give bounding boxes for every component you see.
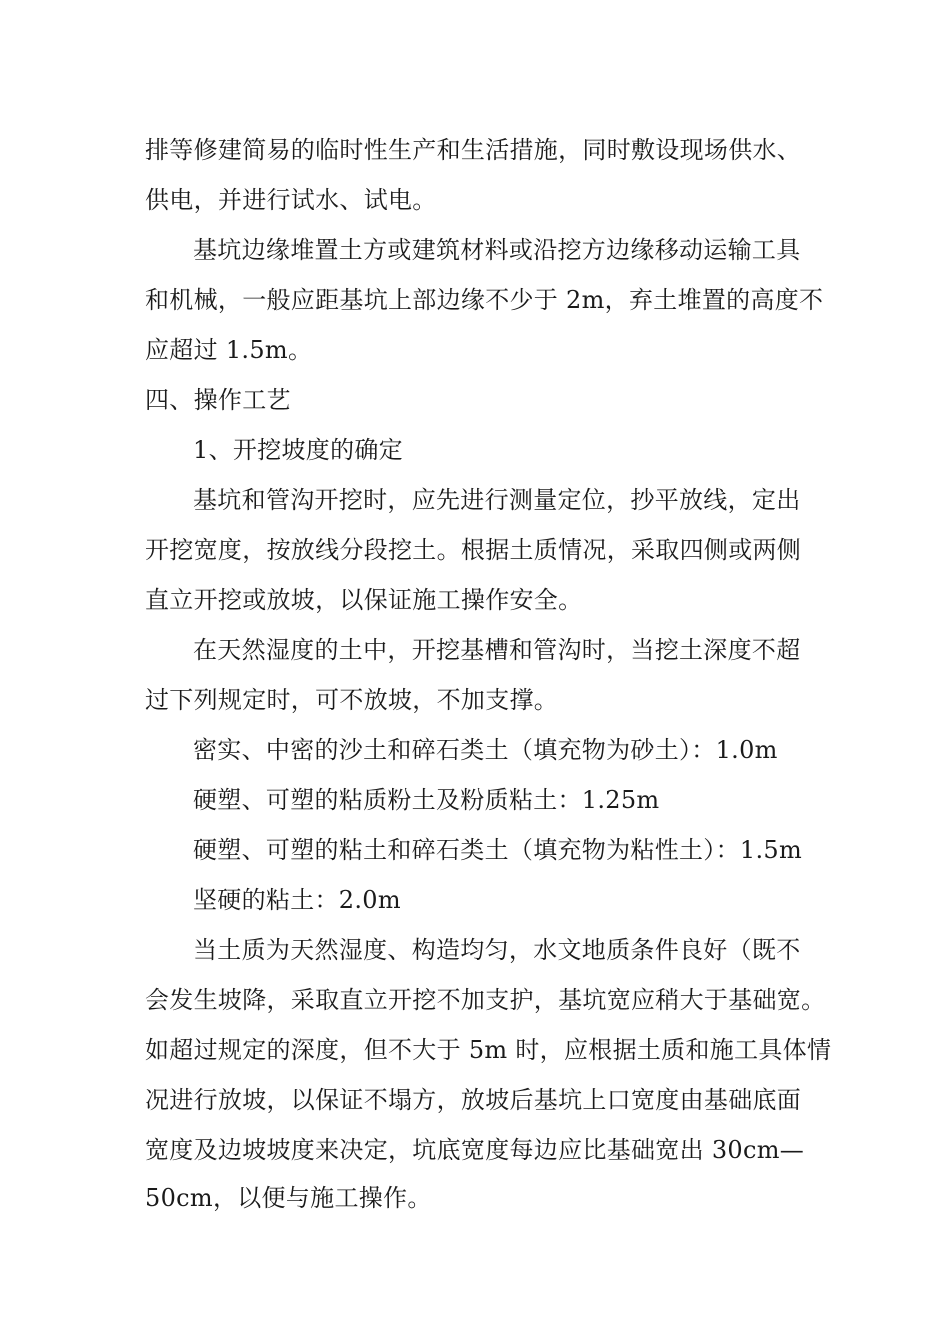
paragraph-line: 开挖宽度，按放线分段挖土。根据土质情况，采取四侧或两侧 <box>145 536 802 564</box>
paragraph-line: 宽度及边坡坡度来决定，坑底宽度每边应比基础宽出 30cm— <box>145 1136 805 1164</box>
paragraph-line: 过下列规定时，可不放坡，不加支撑。 <box>145 686 559 714</box>
paragraph-line: 排等修建简易的临时性生产和生活措施，同时敷设现场供水、 <box>145 136 802 164</box>
paragraph-line: 况进行放坡，以保证不塌方，放坡后基坑上口宽度由基础底面 <box>145 1086 802 1114</box>
paragraph-line: 直立开挖或放坡，以保证施工操作安全。 <box>145 586 583 614</box>
paragraph-line: 会发生坡降，采取直立开挖不加支护，基坑宽应稍大于基础宽。 <box>145 986 826 1014</box>
list-item: 硬塑、可塑的粘土和碎石类土（填充物为粘性土）：1.5m <box>193 836 803 864</box>
subsection-heading: 1、开挖坡度的确定 <box>193 436 403 464</box>
paragraph-line: 基坑边缘堆置土方或建筑材料或沿挖方边缘移动运输工具 <box>193 236 801 264</box>
list-item: 硬塑、可塑的粘质粉土及粉质粘土：1.25m <box>193 786 660 814</box>
paragraph-line: 和机械，一般应距基坑上部边缘不少于 2m，弃土堆置的高度不 <box>145 286 824 314</box>
list-item: 坚硬的粘土：2.0m <box>193 886 401 914</box>
list-item: 密实、中密的沙土和碎石类土（填充物为砂土）：1.0m <box>193 736 778 764</box>
paragraph-line: 50cm，以便与施工操作。 <box>145 1184 432 1212</box>
paragraph-line: 基坑和管沟开挖时，应先进行测量定位，抄平放线，定出 <box>193 486 801 514</box>
paragraph-line: 供电，并进行试水、试电。 <box>145 186 437 214</box>
paragraph-line: 当土质为天然湿度、构造均匀，水文地质条件良好（既不 <box>193 936 801 964</box>
section-heading: 四、操作工艺 <box>145 386 291 414</box>
paragraph-line: 应超过 1.5m。 <box>145 336 313 364</box>
paragraph-line: 如超过规定的深度，但不大于 5m 时，应根据土质和施工具体情 <box>145 1036 832 1064</box>
paragraph-line: 在天然湿度的土中，开挖基槽和管沟时，当挖土深度不超 <box>193 636 801 664</box>
